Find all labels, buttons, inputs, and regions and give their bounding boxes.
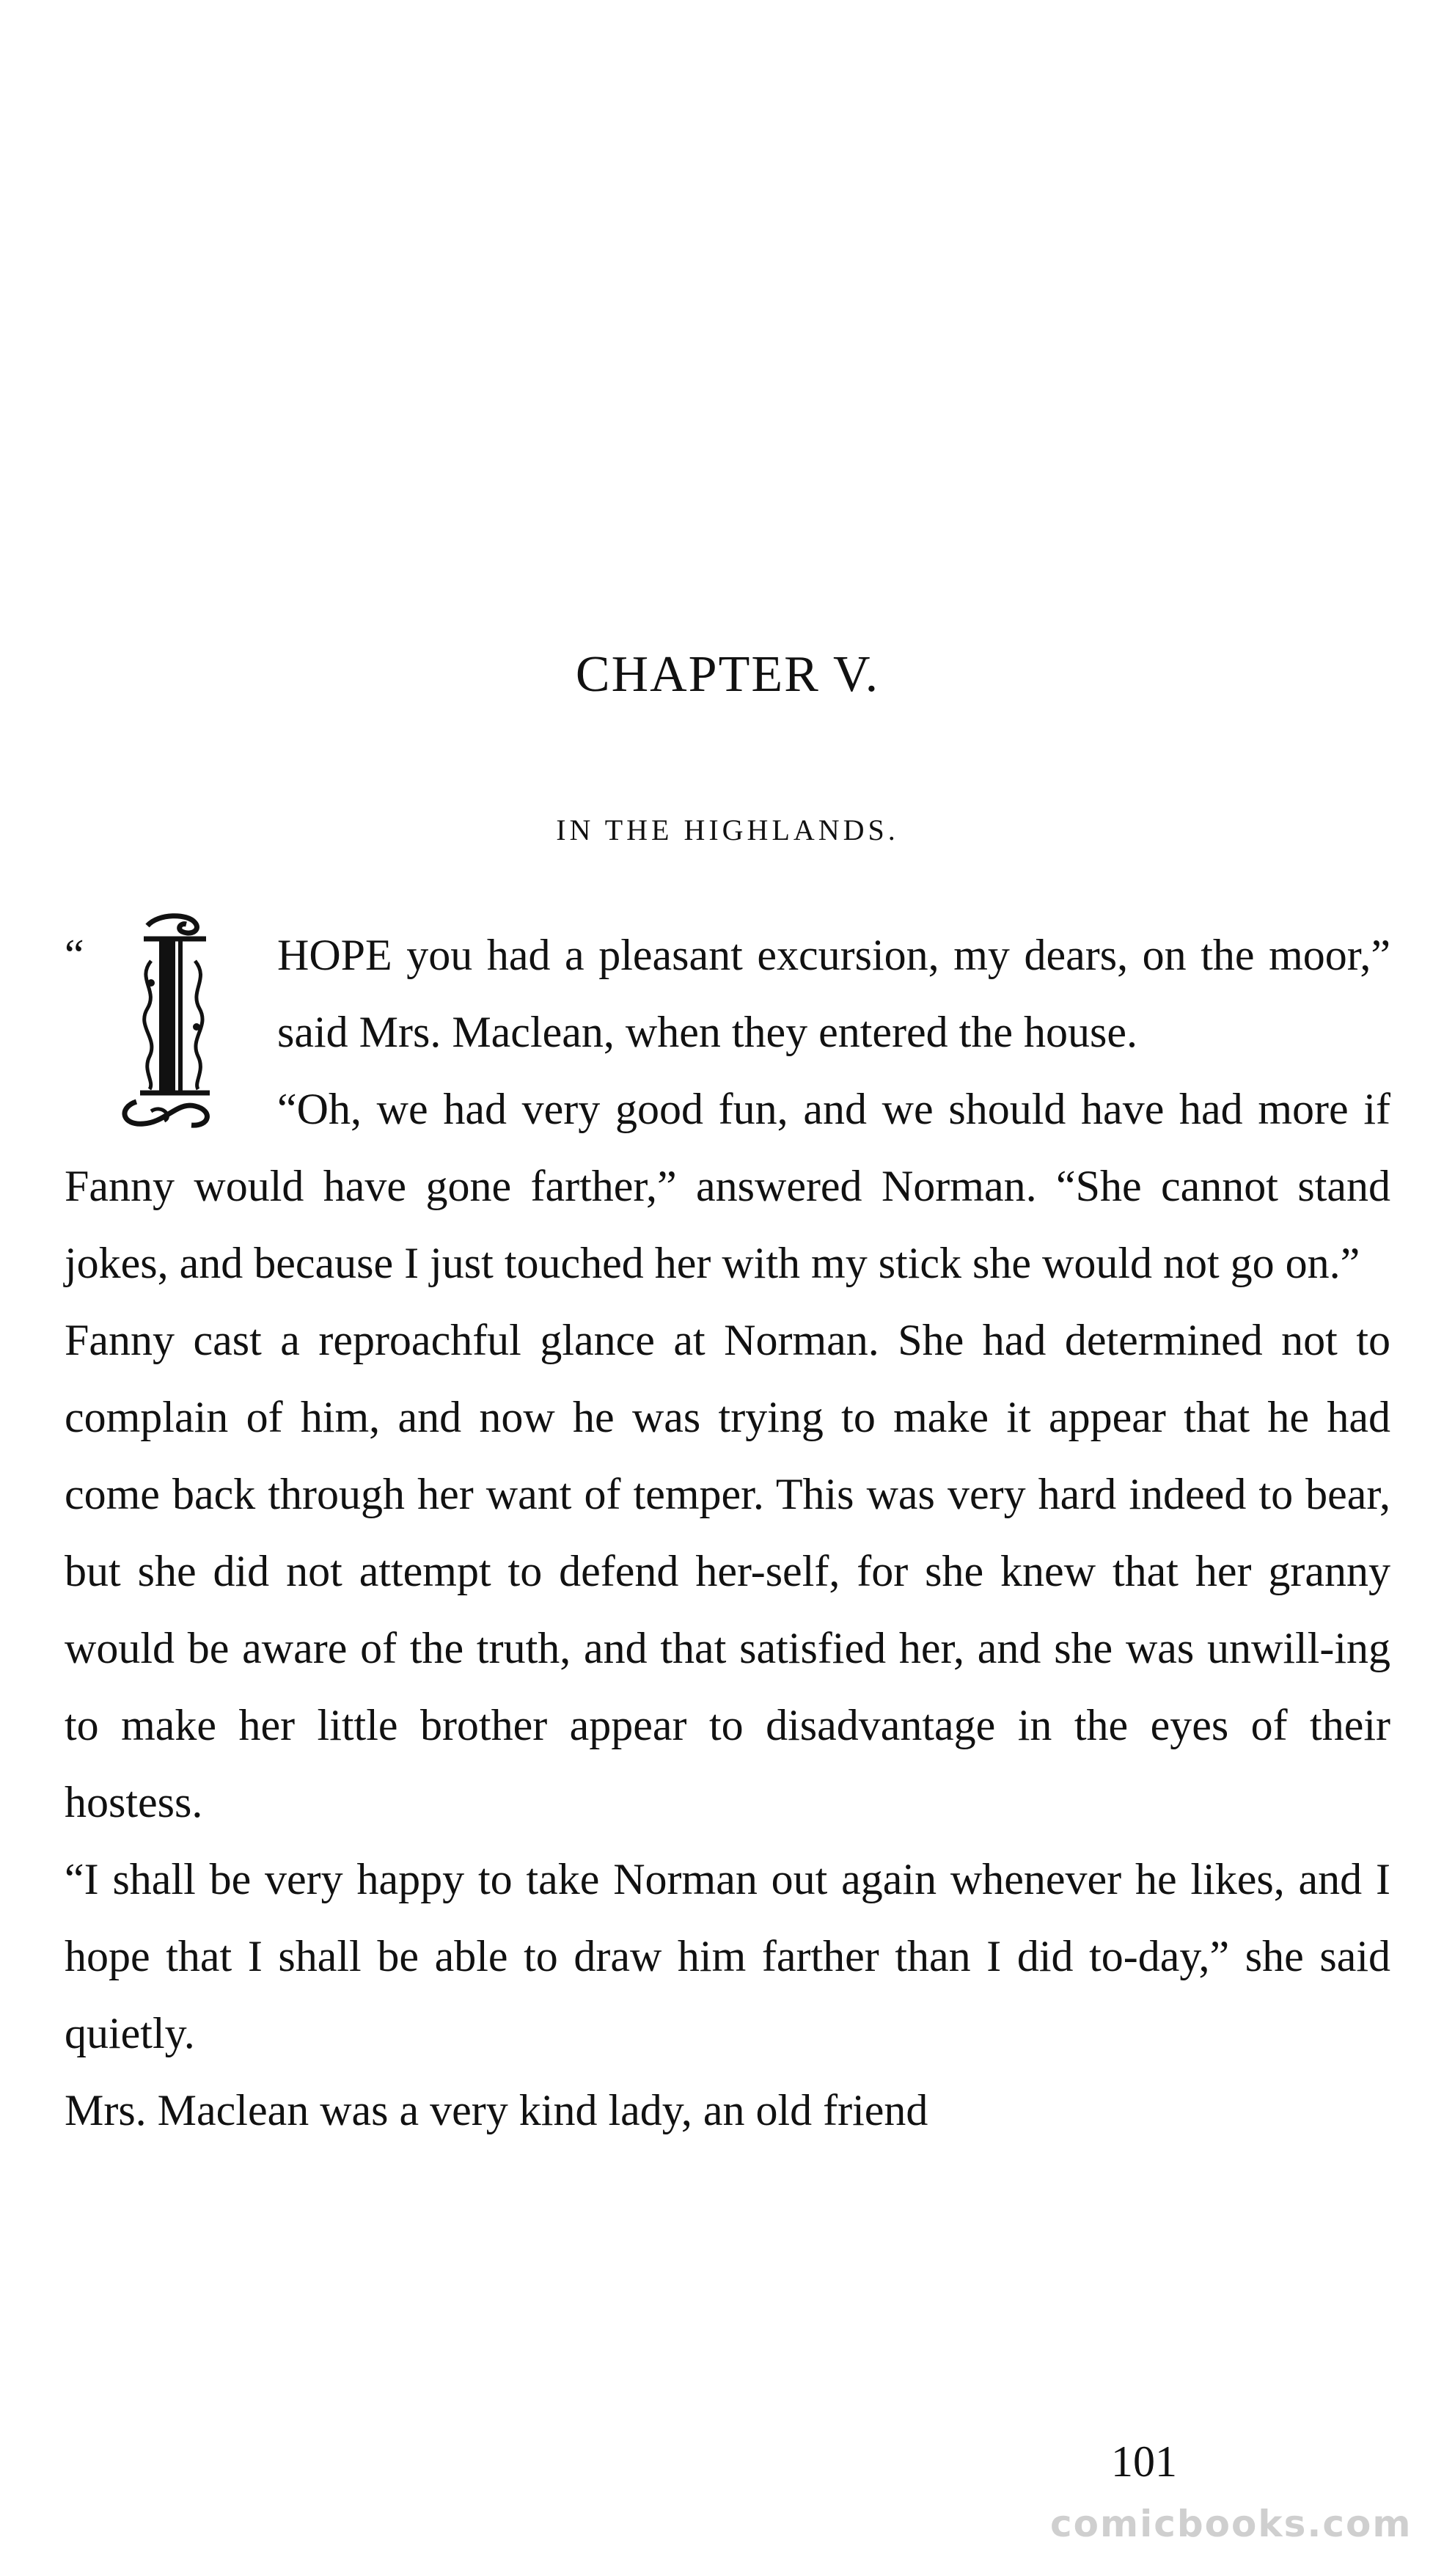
paragraph-1 <box>65 917 1390 1071</box>
opening-quote: “ <box>65 931 84 979</box>
paragraph-1-text: HOPE you had a pleasant excursion, my dears, on the moor,” said Mrs. Maclean, when they entered the house. <box>277 931 1390 1056</box>
watermark: comicbooks.com <box>1050 2503 1412 2545</box>
paragraph-4: “I shall be very happy to take Norman out again whenever he likes, and I hope that I shall be able to draw him farther than I did to-day,” she said quietly. <box>65 1855 1390 2057</box>
paragraph-2: “Oh, we had very good fun, and we should have had more if Fanny would have gone farther,” answered Norman. “She cannot stand jokes, and because I just touched her with my stick she would not go on.” <box>65 1085 1390 1287</box>
chapter-title: CHAPTER V. <box>575 646 880 703</box>
dropcap-container <box>65 917 211 1137</box>
body-text <box>65 917 1390 2149</box>
ornate-dropcap-icon <box>107 910 232 1130</box>
chapter-subtitle: IN THE HIGHLANDS. <box>556 813 899 846</box>
paragraph-3: Fanny cast a reproachful glance at Norman. She had determined not to complain of him, and now he was trying to make it appear that he had come back through her want of temper. This was very hard indeed to bear, but she did not attempt to defend her-self, for she knew that her granny would be aware of the truth, and that satisfied her, and she was unwill-ing to make her little brother appear to disadvantage in the eyes of their hostess. <box>65 1316 1390 1826</box>
page-number: 101 <box>1111 2437 1177 2486</box>
paragraph-5: Mrs. Maclean was a very kind lady, an old friend <box>65 2086 928 2134</box>
